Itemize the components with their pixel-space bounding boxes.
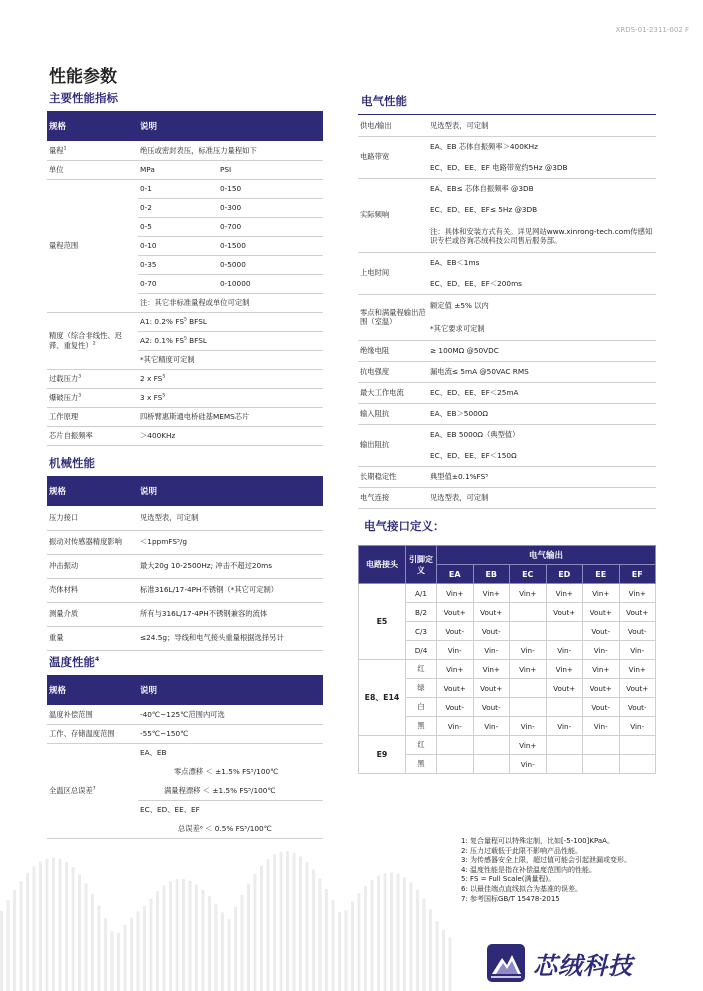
range-label: 量程$^1$ [47, 141, 138, 160]
output-col-header: EA [437, 565, 474, 584]
iface-row [359, 660, 656, 679]
range-mpa: 0-70 [138, 274, 218, 293]
elec-row [358, 424, 656, 445]
document-number: XRDS-01-2311-002 F [615, 26, 689, 34]
pin-name: 红 [406, 736, 437, 755]
output-col-header: ED [546, 565, 583, 584]
elec-row-label: 绝缘电阻 [358, 340, 428, 361]
elec-row-value: EC、ED、EE、EF＜150Ω [428, 445, 656, 466]
company-logo [487, 943, 667, 983]
col-spec-header: 规格 [47, 675, 138, 705]
pin-signal: Vout- [437, 698, 474, 717]
pin-signal: Vout- [619, 622, 656, 641]
overload-label: 过载压力$^3$ [47, 369, 138, 388]
pin-signal: Vout+ [546, 603, 583, 622]
elec-row-value: EC、ED、EE、EF＜200ms [428, 273, 656, 294]
pin-name: A/1 [406, 584, 437, 603]
elec-row [358, 487, 656, 508]
mech-row-value: 所有与316L/17-4PH不锈钢兼容的流体 [138, 602, 323, 626]
footnote: 5: FS = Full Scale(满量程)。 [461, 875, 556, 884]
iface-heading: 电气接口定义： [364, 519, 445, 533]
col-spec-header: 规格 [47, 476, 138, 506]
mech-row-label: 振动对传感器精度影响 [47, 530, 138, 554]
zero-drift: 零点漂移 ＜ ±1.5% FS⁵/100℃ [174, 766, 279, 776]
mech-row-value: 见选型表，可定制 [138, 506, 323, 530]
temp-group-ec-ef: EC、ED、EE、EF [140, 805, 200, 815]
mech-row-value: ≤24.5g；导线和电气接头重量根据选择另计 [138, 626, 323, 650]
mech-row-label: 重量 [47, 626, 138, 650]
pin-signal [546, 698, 583, 717]
mech-row [47, 554, 323, 578]
elec-row-value: ≥ 100MΩ @50VDC [428, 340, 656, 361]
elec-row-value: *其它要求可定制 [428, 317, 656, 340]
pin-signal [510, 698, 547, 717]
elec-row-label: 抗电强度 [358, 361, 428, 382]
pin-signal [510, 603, 547, 622]
comp-range-value: -40℃~125℃范围内可选 [138, 705, 323, 724]
iface-row [359, 736, 656, 755]
range-mpa: 0-2 [138, 198, 218, 217]
pin-signal [546, 622, 583, 641]
elec-row-label: 长期稳定性 [358, 466, 428, 487]
work-range-label: 工作、存储温度范围 [47, 724, 138, 743]
pin-signal [510, 679, 547, 698]
pin-signal: Vin- [510, 755, 547, 774]
pin-signal: Vout- [619, 698, 656, 717]
elec-row [358, 466, 656, 487]
elec-row-value: 见选型表，可定制 [428, 115, 656, 136]
mech-spec-table [47, 476, 323, 651]
pin-signal: Vin- [546, 641, 583, 660]
elec-row [358, 403, 656, 424]
pin-signal: Vin- [546, 717, 583, 736]
pin-signal: Vin- [619, 717, 656, 736]
burst-value: 3 x $FS^5$ [138, 388, 323, 407]
connector-name: E9 [359, 736, 406, 774]
col-spec-header: 规格 [47, 111, 138, 141]
col-desc-header: 说明 [138, 476, 323, 506]
logo-text: 芯绒科技 [533, 952, 633, 980]
temp-spec-table [47, 675, 323, 839]
temp-spec-heading: 温度性能$^4$ [49, 655, 100, 669]
accuracy-a1: A1: 0.2% $FS^5$ BFSL [138, 312, 323, 331]
unit-mpa: MPa [138, 160, 218, 179]
elec-row-value: EC、ED、EE、EF≤ 5Hz @3DB [430, 204, 538, 214]
pin-signal: Vin- [437, 641, 474, 660]
mech-spec-heading: 机械性能 [49, 456, 95, 470]
pin-signal [437, 736, 474, 755]
mech-row-value: 标准316L/17-4PH不锈钢（*其它可定制） [138, 578, 323, 602]
pin-signal: Vout- [473, 622, 510, 641]
pin-signal: Vout- [437, 622, 474, 641]
burst-label: 爆破压力$^3$ [47, 388, 138, 407]
total-error: 总误差⁶ ＜ 0.5% FS⁵/100℃ [138, 819, 323, 838]
elec-row-value: EA、EB＞5000Ω [428, 403, 656, 424]
range-mpa: 0-1 [138, 179, 218, 198]
accuracy-label: 精度（综合非线性、迟滞、重复性）$^2$ [47, 312, 138, 369]
pin-signal: Vin- [619, 641, 656, 660]
main-spec-table [47, 111, 323, 446]
iface-row [359, 584, 656, 603]
pin-signal: Vin+ [437, 584, 474, 603]
range-psi: 0-150 [218, 179, 323, 198]
elec-row-label: 上电时间 [358, 252, 428, 294]
chip-freq-value: ＞400KHz [138, 426, 323, 445]
elec-row-value: EA、EB 5000Ω（典型值） [430, 430, 520, 440]
pin-name: 黑 [406, 755, 437, 774]
pin-signal: Vin+ [619, 584, 656, 603]
range-desc: 绝压或密封表压，标准压力量程如下 [138, 141, 323, 160]
pin-signal: Vout+ [583, 679, 620, 698]
elec-row-label: 输出阻抗 [358, 424, 428, 466]
elec-row-label: 供电/输出 [358, 115, 428, 136]
pin-signal: Vin+ [510, 660, 547, 679]
pin-signal: Vin- [473, 717, 510, 736]
range-psi: 0-1500 [218, 236, 323, 255]
pin-name: D/4 [406, 641, 437, 660]
ranges-note: 注：其它非标准量程或单位可定制 [138, 293, 323, 312]
mech-row-value: 最大20g 10-2500Hz; 冲击不超过20ms [138, 554, 323, 578]
mech-row [47, 506, 323, 530]
elec-row [358, 178, 656, 199]
elec-row-label: 电路带宽 [358, 136, 428, 178]
work-range-value: -55℃~150℃ [138, 724, 323, 743]
principle-value: 四桥臂惠斯通电桥硅基MEMS芯片 [138, 407, 323, 426]
col-desc-header: 说明 [138, 111, 323, 141]
elec-row [358, 252, 656, 273]
pin-signal: Vin+ [546, 584, 583, 603]
pin-name: B/2 [406, 603, 437, 622]
pin-signal: Vout+ [619, 603, 656, 622]
connector-name: E5 [359, 584, 406, 660]
pin-signal: Vin- [583, 641, 620, 660]
footnote: 1: 复合量程可以特殊定制，比如[-5-100]KPaA。 [461, 837, 614, 845]
elec-spec-heading: 电气性能 [361, 94, 407, 108]
pin-signal [473, 736, 510, 755]
pin-signal: Vin+ [583, 660, 620, 679]
pin-signal: Vout+ [583, 603, 620, 622]
elec-row-label: 最大工作电流 [358, 382, 428, 403]
overload-value: 2 x $FS^5$ [138, 369, 323, 388]
mech-row [47, 530, 323, 554]
elec-row-value: 额定值 ±5% 以内 [430, 301, 489, 311]
pin-signal: Vin+ [437, 660, 474, 679]
total-error-label: 全温区总误差$^7$ [47, 743, 138, 838]
pin-signal: Vin- [510, 717, 547, 736]
chip-freq-label: 芯片自振频率 [47, 426, 138, 445]
elec-row [358, 340, 656, 361]
pin-name: 绿 [406, 679, 437, 698]
range-mpa: 0-35 [138, 255, 218, 274]
pin-signal [546, 755, 583, 774]
pin-signal: Vin+ [510, 736, 547, 755]
pin-signal [619, 736, 656, 755]
range-psi: 0-700 [218, 217, 323, 236]
mech-row-label: 冲击振动 [47, 554, 138, 578]
pin-name: 黑 [406, 717, 437, 736]
footnote: 7: 参考国标GB/T 15478-2015 [461, 894, 560, 903]
elec-row-value: EA、EB 芯体自振频率＞400KHz [430, 142, 538, 152]
range-psi: 0-300 [218, 198, 323, 217]
footnotes [461, 837, 699, 904]
principle-label: 工作原理 [47, 407, 138, 426]
footnote: 3: 为传感器安全上限，超过值可能会引起泄漏或变形。 [461, 856, 632, 865]
pin-name: 红 [406, 660, 437, 679]
col-desc-header: 说明 [138, 675, 323, 705]
pin-signal: Vout+ [473, 679, 510, 698]
iface-table [358, 545, 656, 774]
pin-name: C/3 [406, 622, 437, 641]
elec-row-value: EC、ED、EE、EF＜25mA [428, 382, 656, 403]
mech-row [47, 626, 323, 650]
pin-name: 白 [406, 698, 437, 717]
elec-row-label: 零点和满量程输出范围（室温） [358, 294, 428, 340]
main-spec-heading: 主要性能指标 [49, 91, 118, 105]
logo-mark-icon [487, 944, 525, 982]
pin-signal: Vin+ [546, 660, 583, 679]
pin-signal: Vin+ [583, 584, 620, 603]
pin-signal: Vin- [583, 717, 620, 736]
accuracy-note: *其它精度可定制 [138, 350, 323, 369]
ranges-label: 量程范围 [47, 179, 138, 312]
output-col-header: EE [583, 565, 620, 584]
pin-signal: Vout- [473, 698, 510, 717]
pin-signal: Vin- [510, 641, 547, 660]
elec-row-value: 注：具体和安装方式有关。详见网站www.xinrong-tech.com传感知识专栏或咨询芯绒科技公司售后服务部。 [428, 220, 656, 252]
output-col-header: EF [619, 565, 656, 584]
range-mpa: 0-10 [138, 236, 218, 255]
elec-row-value: EA、EB＜1ms [430, 258, 480, 268]
elec-row-label: 输入阻抗 [358, 403, 428, 424]
elec-row-value: 见选型表，可定制 [428, 487, 656, 508]
pin-signal [510, 622, 547, 641]
comp-range-label: 温度补偿范围 [47, 705, 138, 724]
range-psi: 0-5000 [218, 255, 323, 274]
mech-row [47, 602, 323, 626]
elec-spec-table [358, 114, 656, 509]
output-col-header: EC [510, 565, 547, 584]
col-pin-header: 引脚定义 [406, 546, 437, 584]
col-connector-header: 电路接头 [359, 546, 406, 584]
mech-row-value: ＜1ppmFS⁵/g [138, 530, 323, 554]
pin-signal: Vout+ [546, 679, 583, 698]
pin-signal: Vout+ [473, 603, 510, 622]
elec-row-value: 漏电流≤ 5mA @50VAC RMS [428, 361, 656, 382]
footnote: 2: 压力过载低于此限不影响产品性能。 [461, 846, 583, 855]
elec-row [358, 115, 656, 136]
accuracy-a2: A2: 0.1% $FS^5$ BFSL [138, 331, 323, 350]
pin-signal: Vin+ [510, 584, 547, 603]
pin-signal: Vout+ [437, 603, 474, 622]
pin-signal: Vin+ [473, 584, 510, 603]
pin-signal: Vout- [583, 622, 620, 641]
footnote: 6: 以最佳端点直线拟合为基准的误差。 [461, 884, 583, 893]
elec-row [358, 382, 656, 403]
col-output-header: 电气输出 [437, 546, 656, 565]
mech-row [47, 578, 323, 602]
mech-row-label: 压力接口 [47, 506, 138, 530]
pin-signal [437, 755, 474, 774]
pin-signal [473, 755, 510, 774]
output-col-header: EB [473, 565, 510, 584]
range-psi: 0-10000 [218, 274, 323, 293]
pin-signal [583, 755, 620, 774]
span-drift: 满量程漂移 ＜ ±1.5% FS⁵/100℃ [138, 781, 323, 800]
pin-signal: Vin- [473, 641, 510, 660]
page-title: 性能参数 [49, 67, 117, 87]
elec-row [358, 361, 656, 382]
elec-row [358, 294, 656, 317]
mech-row-label: 壳体材料 [47, 578, 138, 602]
range-mpa: 0-5 [138, 217, 218, 236]
elec-row-label: 实际频响 [358, 178, 428, 252]
pin-signal: Vout- [583, 698, 620, 717]
mech-row-label: 测量介质 [47, 602, 138, 626]
pin-signal: Vin- [437, 717, 474, 736]
unit-psi: PSI [218, 160, 323, 179]
elec-row-value: EA、EB≤ 芯体自振频率 @3DB [430, 184, 534, 194]
footnote: 4: 温度性能是指在补偿温度范围内的性能。 [461, 865, 597, 874]
connector-name: E8、E14 [359, 660, 406, 736]
pin-signal: Vin+ [473, 660, 510, 679]
elec-row-label: 电气连接 [358, 487, 428, 508]
elec-row [358, 136, 656, 157]
pin-signal [546, 736, 583, 755]
pin-signal [619, 755, 656, 774]
pin-signal: Vin+ [619, 660, 656, 679]
pin-signal: Vout+ [619, 679, 656, 698]
pin-signal: Vout+ [437, 679, 474, 698]
elec-row-value: EC、ED、EE、EF 电路带宽约5Hz @3DB [428, 157, 656, 178]
elec-row-value: 典型值±0.1%FS⁵ [428, 466, 656, 487]
temp-group-ea-eb: EA、EB [140, 748, 167, 758]
pin-signal [583, 736, 620, 755]
unit-label: 单位 [47, 160, 138, 179]
